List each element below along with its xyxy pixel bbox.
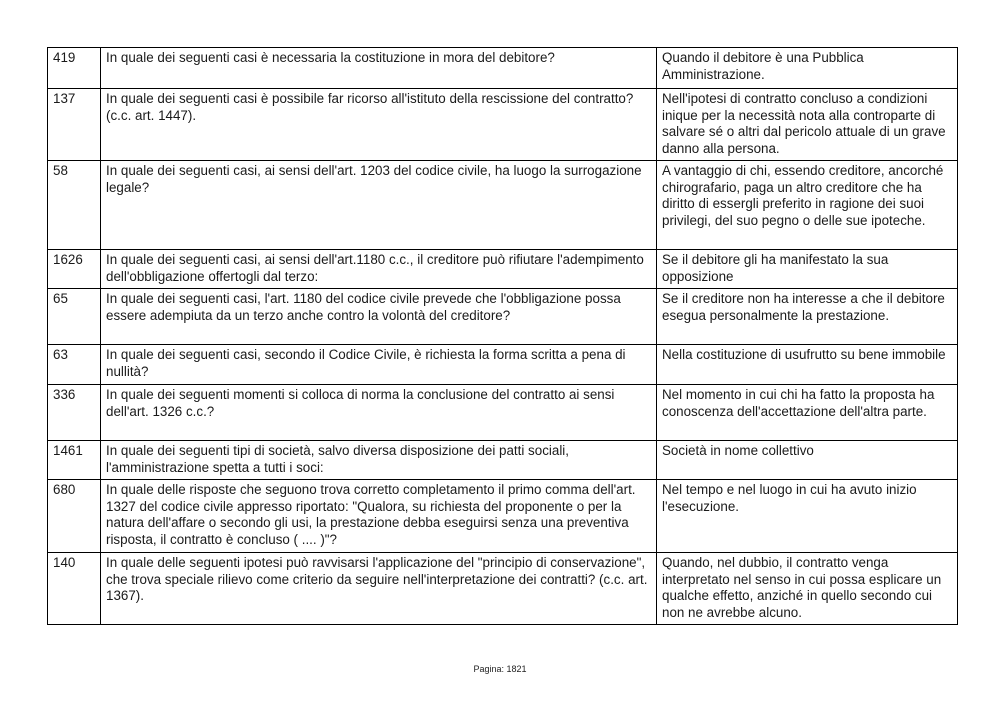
question-text: In quale delle risposte che seguono trova corretto completamento il primo comma dell'art. 1327 del codice civile appresso riportato: "Qualora, su richiesta del proponente o per la natura dell'affare o secondo gli usi, la prestazione debba eseguirsi senza una preventiva risposta, il contratto è concluso ( .... )"? [101,480,657,553]
question-id: 63 [48,345,101,385]
question-id: 140 [48,553,101,625]
page-number: Pagina: 1821 [473,664,527,674]
table-row [48,480,958,553]
question-id: 58 [48,161,101,250]
question-text: In quale dei seguenti casi è possibile far ricorso all'istituto della rescissione del contratto? (c.c. art. 1447). [101,89,657,161]
answer-text: Nella costituzione di usufrutto su bene immobile [657,345,958,385]
answer-text: Se il debitore gli ha manifestato la sua opposizione [657,250,958,289]
answer-text: Nel momento in cui chi ha fatto la proposta ha conoscenza dell'accettazione dell'altra parte. [657,385,958,441]
question-id: 680 [48,480,101,553]
answer-text: Quando, nel dubbio, il contratto venga interpretato nel senso in cui possa esplicare un qualche effetto, anziché in quello secondo cui non ne avrebbe alcuno. [657,553,958,625]
answer-text: Se il creditore non ha interesse a che il debitore esegua personalmente la prestazione. [657,289,958,345]
answer-text: Società in nome collettivo [657,441,958,480]
question-id: 336 [48,385,101,441]
question-id: 65 [48,289,101,345]
question-text: In quale dei seguenti tipi di società, salvo diversa disposizione dei patti sociali, l'amministrazione spetta a tutti i soci: [101,441,657,480]
answer-text: A vantaggio di chi, essendo creditore, ancorché chirografario, paga un altro creditore che ha diritto di essergli preferito in ragione dei suoi privilegi, del suo pegno o delle sue ipoteche. [657,161,958,250]
answer-text: Nell'ipotesi di contratto concluso a condizioni inique per la necessità nota alla controparte di salvare sé o altri dal pericolo attuale di un grave danno alla persona. [657,89,958,161]
question-text: In quale delle seguenti ipotesi può ravvisarsi l'applicazione del "principio di conservazione", che trova speciale rilievo come criterio da seguire nell'interpretazione dei contratti? (c.c. art. 1367). [101,553,657,625]
table-row [48,289,958,345]
question-text: In quale dei seguenti casi, ai sensi dell'art.1180 c.c., il creditore può rifiutare l'adempimento dell'obbligazione offertogli dal terzo: [101,250,657,289]
question-text: In quale dei seguenti casi, secondo il Codice Civile, è richiesta la forma scritta a pena di nullità? [101,345,657,385]
table-row [48,441,958,480]
table-row [48,250,958,289]
answer-text: Nel tempo e nel luogo in cui ha avuto inizio l'esecuzione. [657,480,958,553]
question-id: 1461 [48,441,101,480]
question-id: 1626 [48,250,101,289]
table-row [48,89,958,161]
table-row [48,48,958,89]
table-row [48,385,958,441]
question-id: 419 [48,48,101,89]
question-text: In quale dei seguenti casi è necessaria la costituzione in mora del debitore? [101,48,657,89]
question-id: 137 [48,89,101,161]
table-row [48,553,958,625]
question-text: In quale dei seguenti casi, ai sensi dell'art. 1203 del codice civile, ha luogo la surrogazione legale? [101,161,657,250]
questions-table [47,47,958,625]
question-text: In quale dei seguenti casi, l'art. 1180 del codice civile prevede che l'obbligazione possa essere adempiuta da un terzo anche contro la volontà del creditore? [101,289,657,345]
question-text: In quale dei seguenti momenti si colloca di norma la conclusione del contratto ai sensi dell'art. 1326 c.c.? [101,385,657,441]
table-row [48,161,958,250]
table-row [48,345,958,385]
answer-text: Quando il debitore è una Pubblica Amministrazione. [657,48,958,89]
